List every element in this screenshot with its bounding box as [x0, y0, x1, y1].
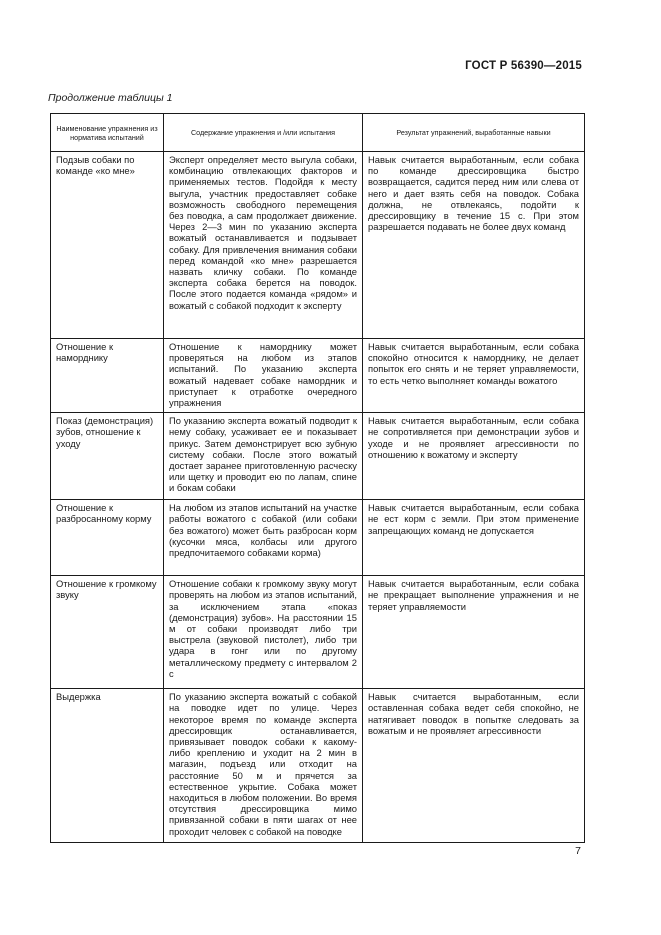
table-row — [51, 689, 585, 843]
exercise-content-cell: Отношение собаки к громкому звуку могут проверять на любом из этапов испытаний, за исключением этапа «показ (демонстрация) зубов». На расстоянии 15 м от собаки производят либо три выстрела (звуковой пистолет), либо три удара в гонг или по другому металлическому предмету с интервалом 2 с — [164, 576, 363, 689]
header-exercise-content: Содержание упражнения и /или испытания — [164, 114, 363, 152]
exercise-result-cell: Навык считается выработанным, если оставленная собака ведет себя спокойно, не натягивает поводок в попытке следовать за вожатым и не проявляет агрессивности — [363, 689, 585, 843]
exercise-name-cell: Отношение к наморднику — [51, 339, 164, 413]
exercise-name-cell: Подзыв собаки по команде «ко мне» — [51, 152, 164, 339]
page-number: 7 — [575, 845, 581, 857]
header-exercise-name: Наименование упражнения из норматива испытаний — [51, 114, 164, 152]
exercise-result-cell: Навык считается выработанным, если собака по команде дрессировщика быстро возвращается, садится перед ним или слева от него и дает взять себя на поводок. Собака должна, не отвлекаясь, подойти к дрессировщику в течение 15 с. При этом разрешается подавать не более двух команд — [363, 152, 585, 339]
exercise-result-cell: Навык считается выработанным, если собака спокойно относится к наморднику, не делает попыток его снять и не теряет управляемости, то есть четко выполняет команды вожатого — [363, 339, 585, 413]
table-row — [51, 576, 585, 689]
table-row — [51, 500, 585, 576]
exercise-name-cell: Отношение к разбросанному корму — [51, 500, 164, 576]
table-row — [51, 413, 585, 500]
exercise-result-cell: Навык считается выработанным, если собака не прекращает выполнение упражнения и не теряет управляемости — [363, 576, 585, 689]
document-standard-number: ГОСТ Р 56390—2015 — [465, 60, 582, 72]
exercise-table — [50, 113, 585, 843]
exercise-result-cell: Навык считается выработанным, если собака не сопротивляется при демонстрации зубов и уходе и не проявляет агрессивности по отношению к вожатому и эксперту — [363, 413, 585, 500]
exercise-name-cell: Показ (демонстрация) зубов, отношение к уходу — [51, 413, 164, 500]
exercise-content-cell: По указанию эксперта вожатый подводит к нему собаку, усаживает ее и показывает прикус. Затем демонстрирует всю зубную систему собаки. После этого вожатый достает заранее приготовленную расческу или щетку и проводит ею по лапам, спине и бокам собаки — [164, 413, 363, 500]
table-continuation-caption: Продолжение таблицы 1 — [48, 92, 173, 104]
header-exercise-result: Результат упражнений, выработанные навыки — [363, 114, 585, 152]
table-header-row — [51, 114, 585, 152]
exercise-content-cell: На любом из этапов испытаний на участке работы вожатого с собакой (или собаки без вожатого) может быть разбросан корм (кусочки мяса, колбасы или другого предпочитаемого собаками корма) — [164, 500, 363, 576]
table-row — [51, 339, 585, 413]
exercise-content-cell: Эксперт определяет место выгула собаки, комбинацию отвлекающих факторов и применяемых тестов. Подойдя к месту выгула, участник предоставляет собаке возможность свободного перемещения без поводка, а сам продолжает движение. Через 2—3 мин по указанию эксперта вожатый останавливается и подзывает собаку. Для привлечения внимания собаки перед командой «ко мне» разрешается назвать кличку собаки. По команде эксперта собака берется на поводок. После этого подается команда «рядом» и вожатый с собакой подходит к эксперту — [164, 152, 363, 339]
exercise-name-cell: Выдержка — [51, 689, 164, 843]
exercise-content-cell: По указанию эксперта вожатый с собакой на поводке идет по улице. Через некоторое время по команде эксперта дрессировщик останавливается, привязывает поводок собаки к какому-либо креплению и уходит на 2 мин в магазин, подъезд или отходит на расстояние 50 м и прячется за естественное укрытие. Собака может находиться в любом положении. Во время отсутствия дрессировщика мимо привязанной собаки в пяти шагах от нее проходит человек с собакой на поводке — [164, 689, 363, 843]
table-row — [51, 152, 585, 339]
exercise-name-cell: Отношение к громкому звуку — [51, 576, 164, 689]
exercise-result-cell: Навык считается выработанным, если собака не ест корм с земли. При этом применение запрещающих команд не допускается — [363, 500, 585, 576]
exercise-content-cell: Отношение к наморднику может проверяться на любом из этапов испытаний. По указанию эксперта вожатый надевает собаке намордник и приступает к отработке очередного упражнения — [164, 339, 363, 413]
